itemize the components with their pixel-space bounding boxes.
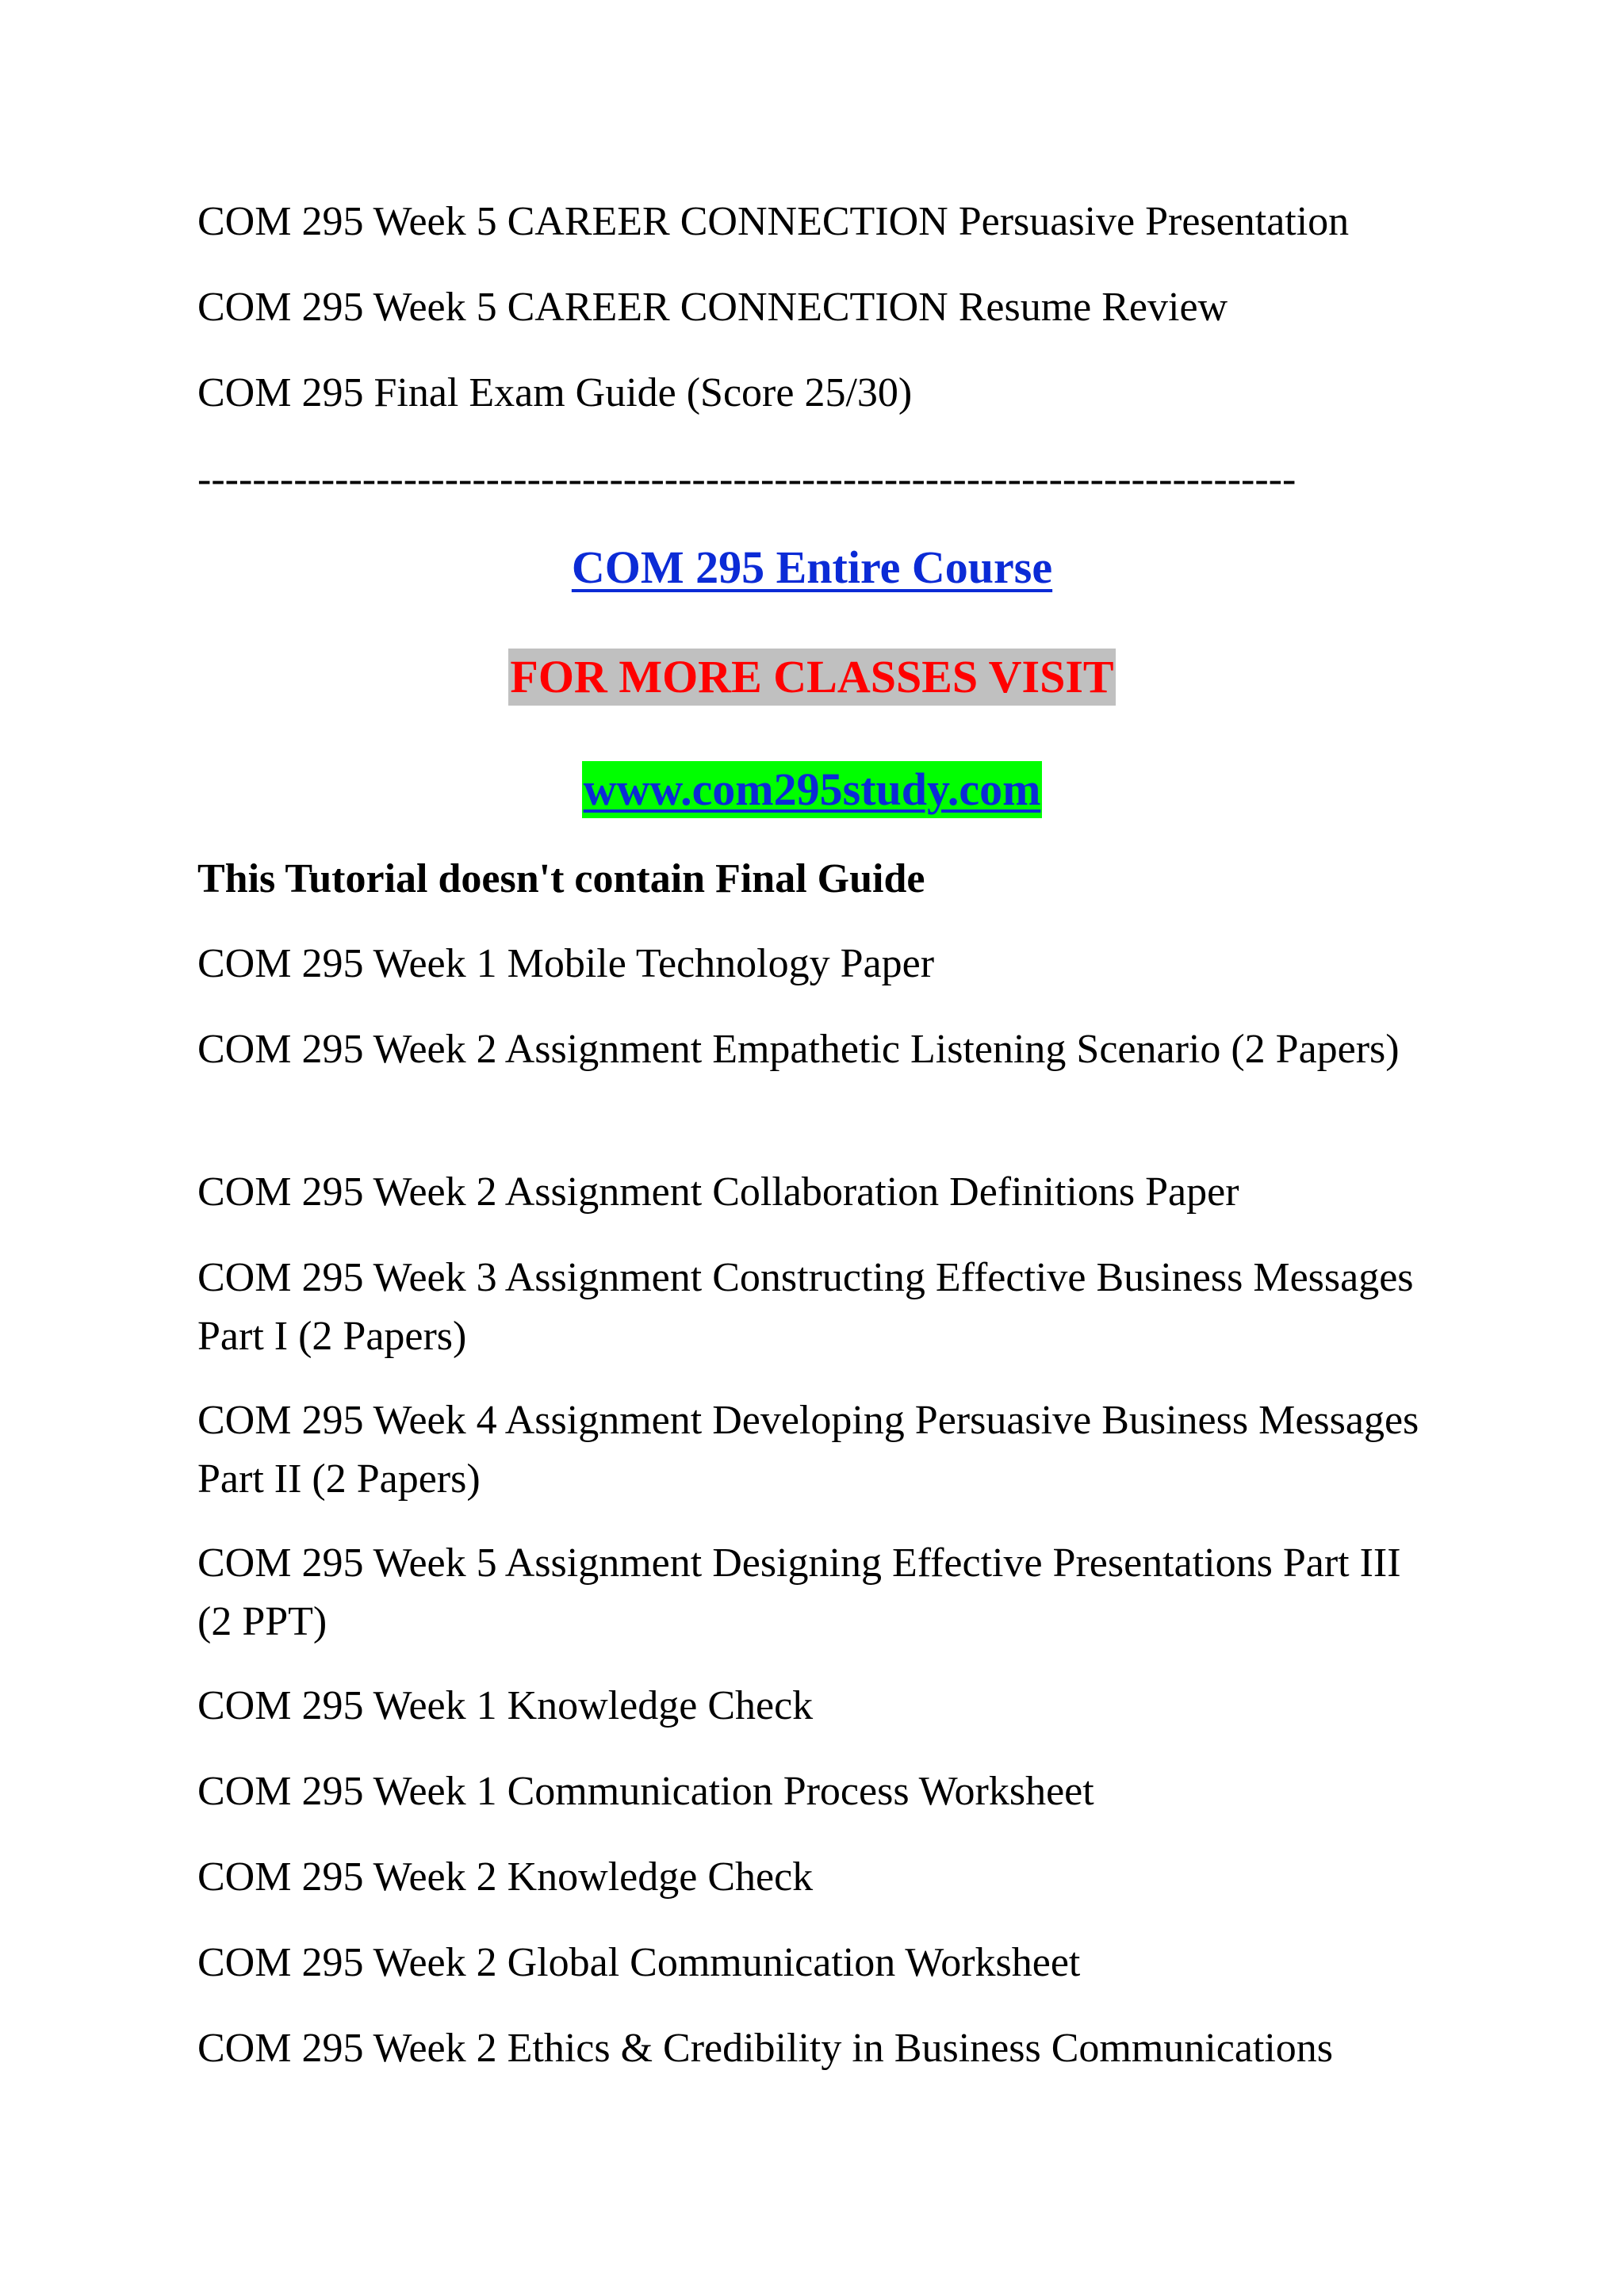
course-item: COM 295 Week 5 Assignment Designing Effective Presentations Part III (2 PPT): [197, 1540, 1401, 1644]
top-line-1: COM 295 Week 5 CAREER CONNECTION Persuasive Presentation: [197, 199, 1350, 244]
course-item: COM 295 Week 1 Knowledge Check: [197, 1683, 814, 1728]
course-item: COM 295 Week 2 Assignment Collaboration Definitions Paper: [197, 1169, 1239, 1215]
visit-banner-block: [0, 649, 1624, 706]
course-title-block: [0, 536, 1624, 599]
course-item: COM 295 Week 1 Mobile Technology Paper: [197, 941, 935, 986]
dashed-divider: --------------------------------------------------------------------------------: [197, 457, 1297, 502]
course-title-link[interactable]: COM 295 Entire Course: [571, 541, 1053, 593]
course-item: COM 295 Week 2 Ethics & Credibility in Business Communications: [197, 2026, 1334, 2071]
course-item: COM 295 Week 2 Assignment Empathetic Listening Scenario (2 Papers): [197, 1027, 1400, 1072]
website-link[interactable]: www.com295study.com: [582, 761, 1043, 818]
top-line-2: COM 295 Week 5 CAREER CONNECTION Resume Review: [197, 285, 1228, 330]
top-line-3: COM 295 Final Exam Guide (Score 25/30): [197, 370, 913, 415]
course-item: COM 295 Week 2 Global Communication Worksheet: [197, 1940, 1081, 1985]
website-block: [0, 761, 1624, 818]
course-item: COM 295 Week 3 Assignment Constructing Effective Business Messages Part I (2 Papers): [197, 1255, 1414, 1359]
course-item: COM 295 Week 1 Communication Process Worksheet: [197, 1769, 1094, 1814]
tutorial-notice: This Tutorial doesn't contain Final Guide: [197, 856, 925, 901]
course-item: COM 295 Week 2 Knowledge Check: [197, 1854, 814, 1900]
visit-banner: FOR MORE CLASSES VISIT: [508, 649, 1115, 706]
course-item: COM 295 Week 4 Assignment Developing Persuasive Business Messages Part II (2 Papers): [197, 1398, 1419, 1502]
